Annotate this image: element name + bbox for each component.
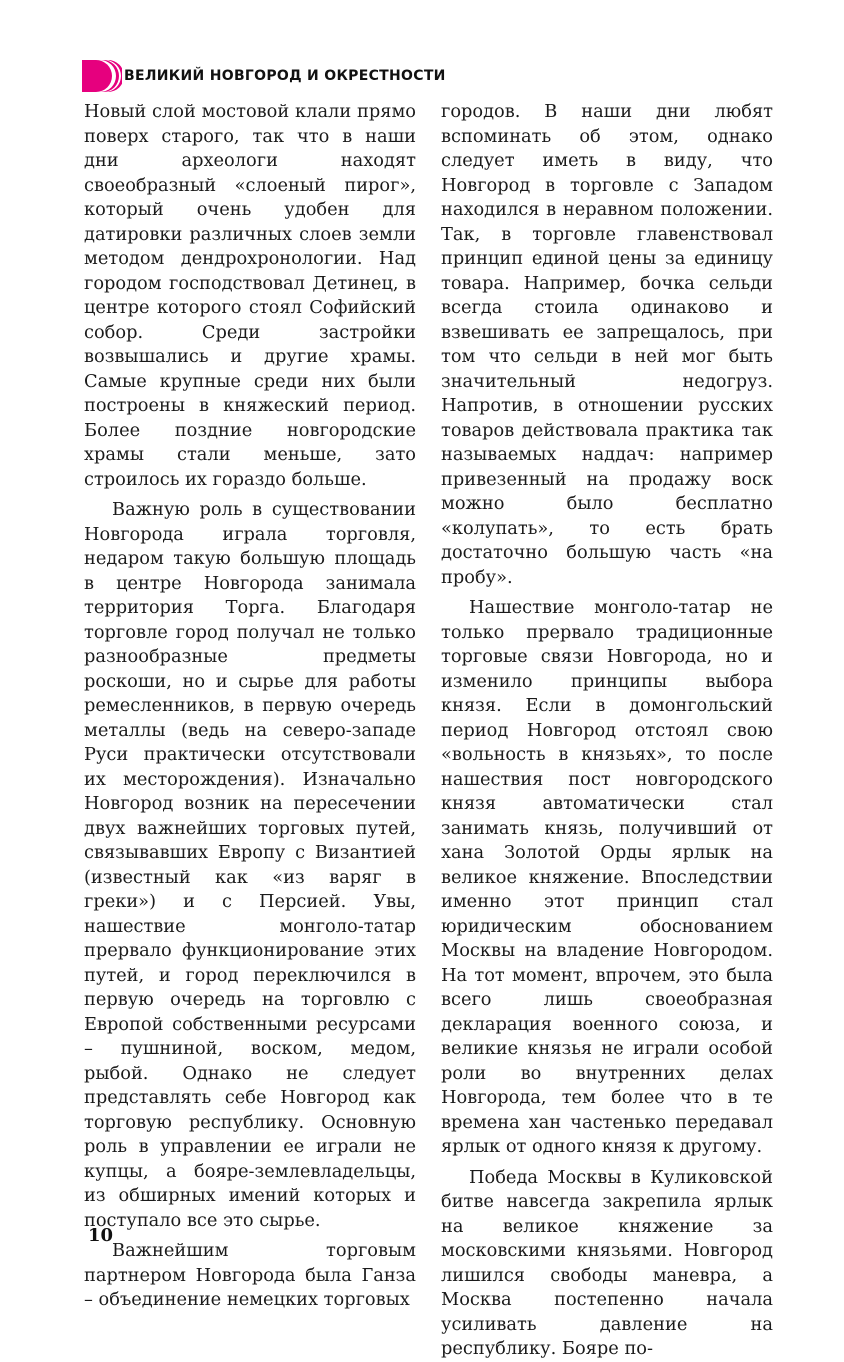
paragraph: Новый слой мостовой клали прямо поверх старого, так что в наши дни археологи находят своеобразный «слоеный пирог», который очень удобен для датировки различных слоев земли методом дендрохронологии. Над городом господствовал Детинец, в центре которого стоял Софийский собор. Среди застройки возвышались и другие храмы. Самые крупные среди них были построены в княжеский период. Более поздние новгородские храмы стали меньше, зато строилось их гораздо больше. (84, 101, 416, 490)
magenta-double-chevron-icon (82, 60, 122, 92)
paragraph: Нашествие монголо-татар не только прервало традиционные торговые связи Новгорода, но и изменило принципы выбора князя. Если в домонгольский период Новгород отстоял свою «вольность в князьях», то после нашествия пост новгородского князя автоматически стал занимать князь, получивший от хана Золотой Орды ярлык на великое княжение. Впоследствии именно этот принцип стал юридическим обоснованием Москвы на владение Новгородом. На тот момент, впрочем, это была всего лишь своеобразная декларация военного союза, и великие князья не играли особой роли во внутренних делах Новгорода, тем более что в те времена хан частенько передавал ярлык от одного князя к другому. (441, 597, 773, 1157)
paragraph: городов. В наши дни любят вспоминать об этом, однако следует иметь в виду, что Новгород в торговле с Западом находился в неравном положении. Так, в торговле главенствовал принцип единой цены за единицу товара. Например, бочка сельди всегда стоила одинаково и взвешивать ее запрещалось, при том что сельди в ней мог быть значительный недогруз. Напротив, в отношении русских товаров действовала практика так называемых наддач: например привезенный на продажу воск можно было бесплатно «колупать», то есть брать достаточно большую часть «на пробу». (441, 101, 773, 588)
left-column (84, 100, 416, 1313)
paragraph: Важнейшим торговым партнером Новгорода была Ганза – объединение немецких торговых (84, 1240, 416, 1310)
paragraph: Победа Москвы в Куликовской битве навсегда закрепила ярлык на великое княжение за московскими князьями. Новгород лишился свободы маневра, а Москва постепенно начала усиливать давление на республику. Бояре по- (441, 1166, 773, 1359)
running-header (82, 56, 446, 96)
paragraph: Важную роль в существовании Новгорода играла торговля, недаром такую большую площадь в центре Новгорода занимала территория Торга. Благодаря торговле город получал не только разнообразные предметы роскоши, но и сырье для работы ремесленников, в первую очередь металлы (ведь на северо-западе Руси практически отсутствовали их месторождения). Изначально Новгород возник на пересечении двух важнейших торговых путей, связывавших Европу с Византией (известный как «из варяг в греки») и с Персией. Увы, нашествие монголо-татар прервало функционирование этих путей, и город переключился в первую очередь на торговлю с Европой собственными ресурсами – пушниной, воском, медом, рыбой. Однако не следует представлять себе Новгород как торговую республику. Основную роль в управлении ее играли не купцы, а бояре-землевладельцы, из обширных имений которых и поступало все это сырье. (84, 499, 416, 1231)
section-title: ВЕЛИКИЙ НОВГОРОД И ОКРЕСТНОСТИ (124, 68, 446, 84)
right-column (441, 100, 773, 1362)
page-number: 10 (88, 1225, 114, 1246)
